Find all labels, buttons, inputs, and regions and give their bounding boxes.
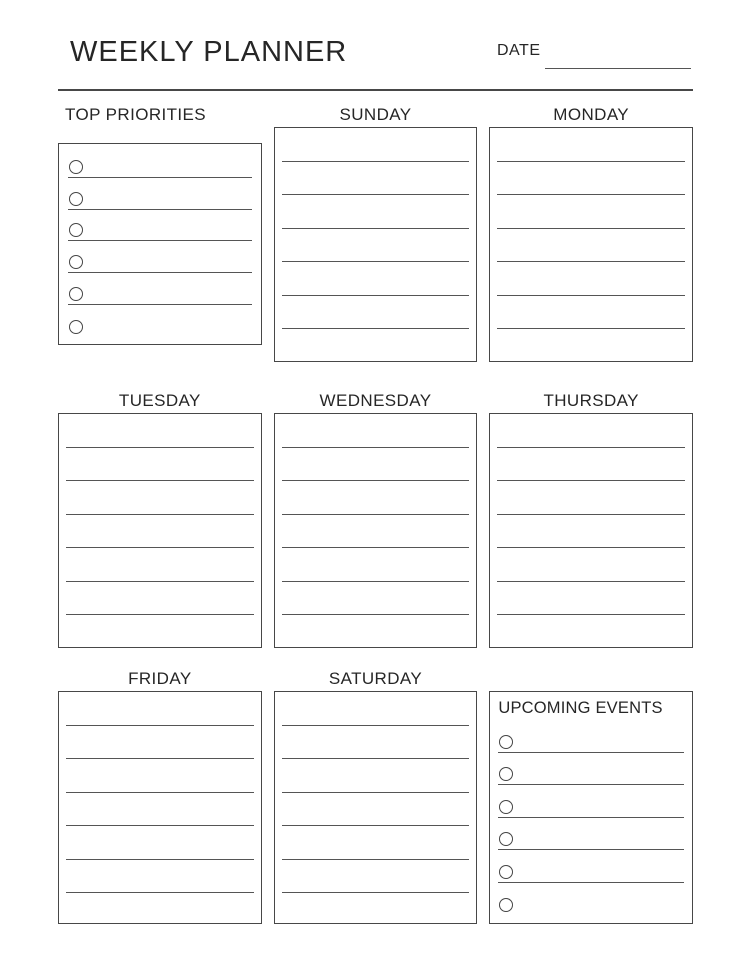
writing-line [66, 582, 254, 616]
day-label-saturday: SATURDAY [328, 669, 423, 688]
writing-line [282, 128, 470, 162]
day-section-wednesday [274, 391, 478, 648]
day-section-sunday [274, 105, 478, 362]
day-label-monday: MONDAY [553, 105, 630, 124]
writing-line [497, 582, 685, 616]
checklist-row [68, 241, 252, 273]
writing-line [282, 162, 470, 196]
day-label-thursday: THURSDAY [543, 391, 639, 410]
writing-line [282, 826, 470, 860]
writing-line [66, 515, 254, 549]
top-priorities-section [58, 105, 262, 362]
writing-line [66, 414, 254, 448]
checklist-row [68, 305, 252, 337]
day-box-wednesday [274, 413, 478, 648]
writing-line [66, 826, 254, 860]
checklist-row [68, 210, 252, 242]
date-label: DATE [497, 42, 541, 59]
circle-checkbox-icon [69, 287, 83, 301]
writing-line [282, 262, 470, 296]
upcoming-events-section [489, 669, 693, 924]
circle-checkbox-icon [499, 735, 513, 749]
top-priorities-box [58, 143, 262, 345]
writing-line [282, 793, 470, 827]
writing-line [282, 414, 470, 448]
checklist-row [498, 818, 684, 851]
day-section-saturday [274, 669, 478, 924]
writing-line [66, 448, 254, 482]
writing-line [66, 481, 254, 515]
writing-line [282, 726, 470, 760]
day-box-friday [58, 691, 262, 924]
writing-line [282, 759, 470, 793]
writing-line [497, 414, 685, 448]
checklist-row [498, 753, 684, 786]
checklist-row [498, 785, 684, 818]
circle-checkbox-icon [499, 767, 513, 781]
upcoming-events-box [489, 691, 693, 924]
page-title: WEEKLY PLANNER [70, 36, 348, 68]
day-label-friday: FRIDAY [128, 669, 192, 688]
circle-checkbox-icon [69, 223, 83, 237]
writing-line [282, 582, 470, 616]
day-section-thursday [489, 391, 693, 648]
day-section-friday [58, 669, 262, 924]
checklist-row [498, 850, 684, 883]
circle-checkbox-icon [499, 898, 513, 912]
circle-checkbox-icon [69, 255, 83, 269]
planner-row-1 [58, 105, 693, 362]
writing-line [497, 162, 685, 196]
circle-checkbox-icon [499, 832, 513, 846]
day-section-monday [489, 105, 693, 362]
day-section-tuesday [58, 391, 262, 648]
writing-line [282, 860, 470, 894]
day-box-monday [489, 127, 693, 362]
header-divider [58, 89, 693, 91]
checklist-row [68, 178, 252, 210]
writing-line [497, 548, 685, 582]
day-label-tuesday: TUESDAY [118, 391, 201, 410]
day-box-saturday [274, 691, 478, 924]
upcoming-events-list [498, 720, 684, 915]
writing-line [497, 262, 685, 296]
writing-line [497, 229, 685, 263]
writing-line [282, 229, 470, 263]
writing-line [282, 296, 470, 330]
writing-line [497, 448, 685, 482]
writing-line [66, 759, 254, 793]
writing-line [282, 481, 470, 515]
writing-line [282, 195, 470, 229]
writing-line [282, 515, 470, 549]
writing-line [497, 515, 685, 549]
day-box-sunday [274, 127, 478, 362]
checklist-row [498, 720, 684, 753]
writing-line [497, 296, 685, 330]
circle-checkbox-icon [499, 800, 513, 814]
writing-line [66, 726, 254, 760]
writing-line [497, 481, 685, 515]
header [58, 0, 693, 89]
checklist-row [498, 883, 684, 916]
circle-checkbox-icon [69, 192, 83, 206]
writing-line [66, 692, 254, 726]
date-fill-line [545, 68, 691, 69]
day-label-wednesday: WEDNESDAY [319, 391, 432, 410]
planner-row-3 [58, 669, 693, 924]
circle-checkbox-icon [69, 320, 83, 334]
writing-line [66, 860, 254, 894]
top-priorities-label: TOP PRIORITIES [65, 105, 207, 124]
writing-line [66, 793, 254, 827]
circle-checkbox-icon [499, 865, 513, 879]
checklist-row [68, 273, 252, 305]
day-box-thursday [489, 413, 693, 648]
circle-checkbox-icon [69, 160, 83, 174]
day-box-tuesday [58, 413, 262, 648]
day-label-sunday: SUNDAY [339, 105, 412, 124]
writing-line [282, 692, 470, 726]
writing-line [497, 128, 685, 162]
writing-line [282, 448, 470, 482]
writing-line [497, 195, 685, 229]
planner-row-2 [58, 391, 693, 648]
writing-line [282, 548, 470, 582]
writing-line [66, 548, 254, 582]
upcoming-events-label: UPCOMING EVENTS [498, 699, 663, 717]
checklist-row [68, 146, 252, 178]
date-field-group [497, 42, 691, 72]
